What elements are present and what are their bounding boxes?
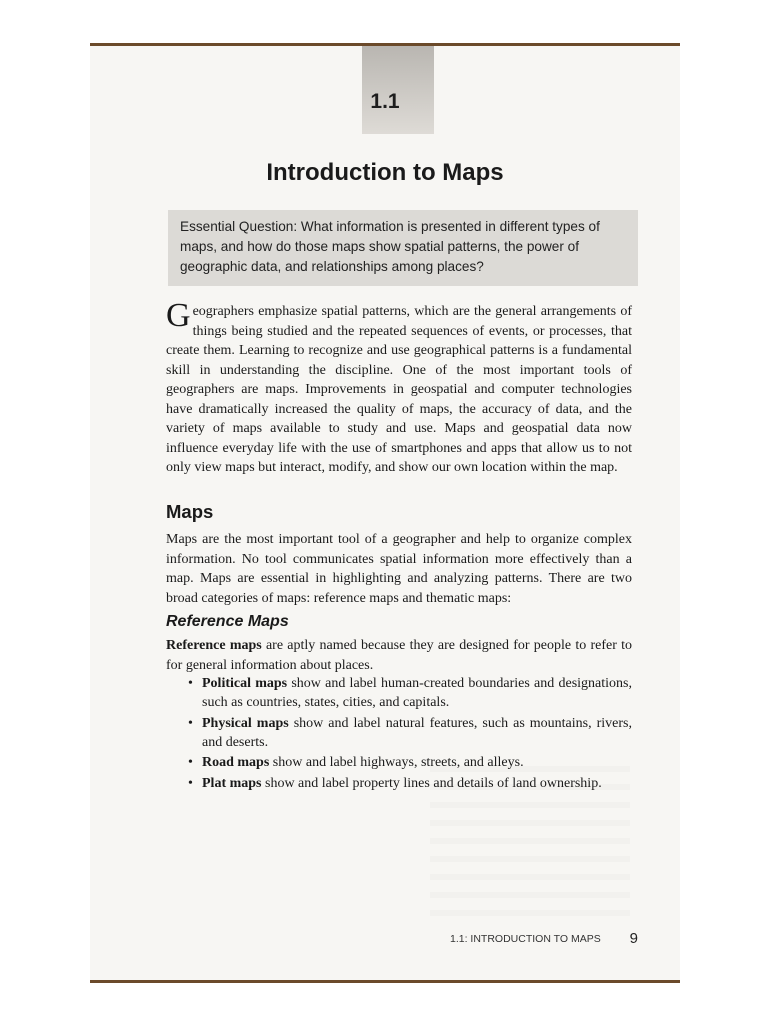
list-item xyxy=(188,753,632,772)
list-item xyxy=(188,674,632,712)
list-item-text: show and label highways, streets, and alleys. xyxy=(269,755,524,770)
list-item-term: Road maps xyxy=(202,755,270,770)
list-item-text: show and label natural features, such as mountains, rivers, and deserts. xyxy=(202,715,632,750)
list-item-text: show and label property lines and details of land ownership. xyxy=(261,775,602,791)
running-head: 1.1: INTRODUCTION TO MAPS xyxy=(450,933,601,945)
maps-heading: Maps xyxy=(166,501,214,522)
essential-question-box xyxy=(168,210,638,286)
list-item-term: Physical maps xyxy=(202,715,289,731)
drop-cap: G xyxy=(166,297,191,334)
page-footer xyxy=(450,930,638,947)
intro-text: eographers emphasize spatial patterns, which are the general arrangements of things being studied and the repeated sequences of events, or processes, that create them. Learning to recognize and use geographical patterns is a fundamental skill in understanding the discipline. One of the most important tools of geographers are maps. Improvements in geospatial and computer technologies have dramatically increased the quality of maps, the accuracy of data, and the variety of maps available to study and use. Maps and geospatial data now influence everyday life with the use of smartphones and apps that allow us to not only view maps but interact, modify, and show our own location within the map. xyxy=(166,304,632,475)
page-number: 9 xyxy=(629,930,638,947)
page-title: Introduction to Maps xyxy=(266,159,504,186)
intro-paragraph xyxy=(166,297,632,478)
essential-question-text: What information is presented in different types of maps, and how do those maps show spatial patterns, the power of geographic data, and relationships among places? xyxy=(180,219,600,274)
book-page xyxy=(90,43,680,983)
reference-maps-text: are aptly named because they are designed for people to refer to for general information about places. xyxy=(166,638,632,673)
essential-question-label: Essential Question: xyxy=(180,219,298,234)
list-item-text: show and label human-created boundaries and designations, such as countries, states, cities, and capitals. xyxy=(202,676,632,710)
reference-maps-heading: Reference Maps xyxy=(166,613,289,630)
list-item-term: Political maps xyxy=(202,676,288,691)
maps-paragraph: Maps are the most important tool of a geographer and help to organize complex information. No tool communicates spatial information more effectively than a map. Maps are essential in highlighting and analyzing patterns. There are two broad categories of maps: reference maps and thematic maps: xyxy=(166,532,632,606)
reference-maps-paragraph xyxy=(166,636,632,675)
reference-maps-term: Reference maps xyxy=(166,638,262,653)
map-types-list xyxy=(188,674,632,794)
list-item-term: Plat maps xyxy=(202,775,262,791)
section-number: 1.1 xyxy=(370,90,400,113)
list-item xyxy=(188,714,632,752)
list-item xyxy=(188,774,632,793)
